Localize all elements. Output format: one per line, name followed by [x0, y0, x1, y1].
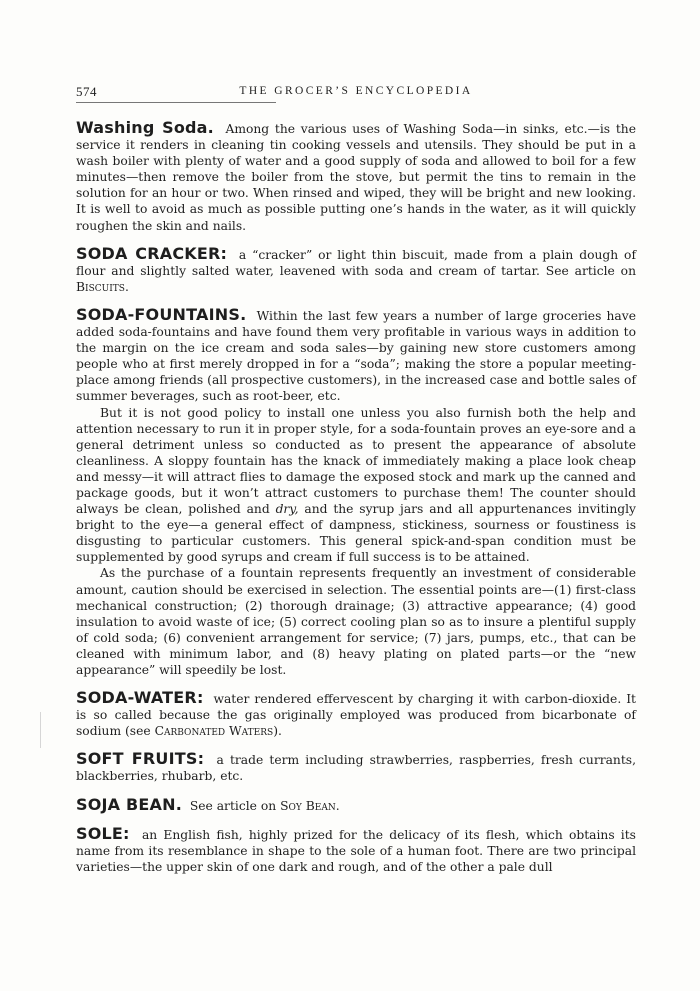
entry-soja-bean	[76, 794, 636, 814]
page-header	[76, 84, 636, 102]
emphasis-text: dry,	[275, 502, 299, 517]
entry-text: water rendered effervescent by charging it with carbon-dioxide. It is so called because the gas originally employed was produced from bicarbonate of sodium (see	[76, 692, 636, 739]
header-rule	[76, 102, 276, 103]
entry-paragraph	[76, 794, 636, 814]
entry-paragraph	[76, 120, 636, 234]
entry-term: SOLE:	[76, 823, 130, 843]
entry-soda-water	[76, 690, 636, 739]
cross-reference: Carbonated Waters	[154, 724, 274, 739]
cross-reference: Biscuits.	[76, 279, 129, 294]
entry-paragraph-2	[76, 405, 636, 566]
margin-mark	[40, 712, 41, 748]
entry-sole	[76, 823, 636, 875]
entry-text-tail: ).	[273, 724, 282, 739]
entry-paragraph	[76, 690, 636, 739]
entry-term: SOFT FRUITS:	[76, 749, 205, 769]
entry-term: Washing Soda.	[76, 118, 214, 137]
entry-paragraph	[76, 751, 636, 784]
entry-soda-cracker	[76, 243, 636, 295]
entry-paragraph-3	[76, 565, 636, 678]
cross-reference: Soy Bean.	[280, 798, 340, 813]
entry-soda-fountains	[76, 304, 636, 678]
entry-text: a “cracker” or light thin biscuit, made from a plain dough of flour and slightly salted water, leavened with soda and cream of tartar. See article on	[76, 247, 636, 278]
page-number: 574	[76, 84, 97, 99]
entry-text: an English fish, highly prized for the delicacy of its flesh, which obtains its name from its resemblance in shape to the sole of a human foot. There are two principal varieties—the upper skin of one dark and rough, and of the other a pale dull	[76, 827, 636, 874]
entry-text: Within the last few years a number of large groceries have added soda-fountains and have found them very profitable in various ways in addition to the margin on the ice cream and soda sales—by gaining new store customers among people who at first merely dropped in for a “soda”; making the store a popular meeting-place among friends (all prospective customers), in the increased case and bottle sales of summer beverages, such as root-beer, etc.	[76, 308, 636, 404]
entry-text: But it is not good policy to install one unless you also furnish both the help and attention necessary to run it in proper style, for a soda-fountain proves an eye-sore and a general detriment unless so conducted as to present the appearance of absolute cleanliness. A sloppy fountain has the knack of immediately making a place look cheap and messy—it will attract flies to damage the exposed stock and mark up the canned and package goods, but it won’t attract customers to purchase them! The counter should always be clean, polished and	[76, 405, 636, 517]
entry-text: a trade term including strawberries, raspberries, fresh currants, blackberries, rhubarb, etc.	[76, 753, 636, 784]
entry-term: SODA-WATER:	[76, 688, 204, 708]
page-body	[76, 120, 636, 887]
running-title: THE GROCER’S ENCYCLOPEDIA	[239, 85, 473, 97]
entry-soft-fruits	[76, 751, 636, 784]
entry-term: SODA CRACKER:	[76, 243, 228, 263]
entry-paragraph	[76, 243, 636, 295]
entry-term: SOJA BEAN.	[76, 794, 183, 814]
entry-washing-soda	[76, 120, 636, 234]
entry-paragraph	[76, 304, 636, 405]
entry-paragraph	[76, 823, 636, 875]
entry-term: SODA-FOUNTAINS.	[76, 304, 247, 324]
entry-text: and the syrup jars and all appurtenances invitingly bright to the eye—a general effect of dampness, stickiness, sourness or foustiness is disgusting to particular customers. This general spick-and-span condition must be supplemented by good syrups and cream if full success is to be attained.	[76, 502, 636, 565]
entry-text: As the purchase of a fountain represents frequently an investment of considerable amount, caution should be exercised in selection. The essential points are—(1) first-class mechanical construction; (2) thorough drainage; (3) attractive appearance; (4) good insulation to avoid waste of ice; (5) correct cooling plan so as to insure a plentiful supply of cold soda; (6) convenient arrangement for service; (7) jars, pumps, etc., that can be cleaned with minimum labor, and (8) heavy plating on plated parts—or the “new appearance” will speedily be lost.	[76, 566, 636, 677]
entry-text: See article on	[189, 798, 277, 813]
entry-text: Among the various uses of Washing Soda—in sinks, etc.—is the service it renders in cleaning tin cooking vessels and utensils. They should be put in a wash boiler with plenty of water and a good supply of soda and allowed to boil for a few minutes—then remove the boiler from the stove, but permit the tins to remain in the solution for an hour or two. When rinsed and wiped, they will be bright and new looking. It is well to avoid as much as possible putting one’s hands in the water, as it will quickly roughen the skin and nails.	[76, 122, 636, 233]
